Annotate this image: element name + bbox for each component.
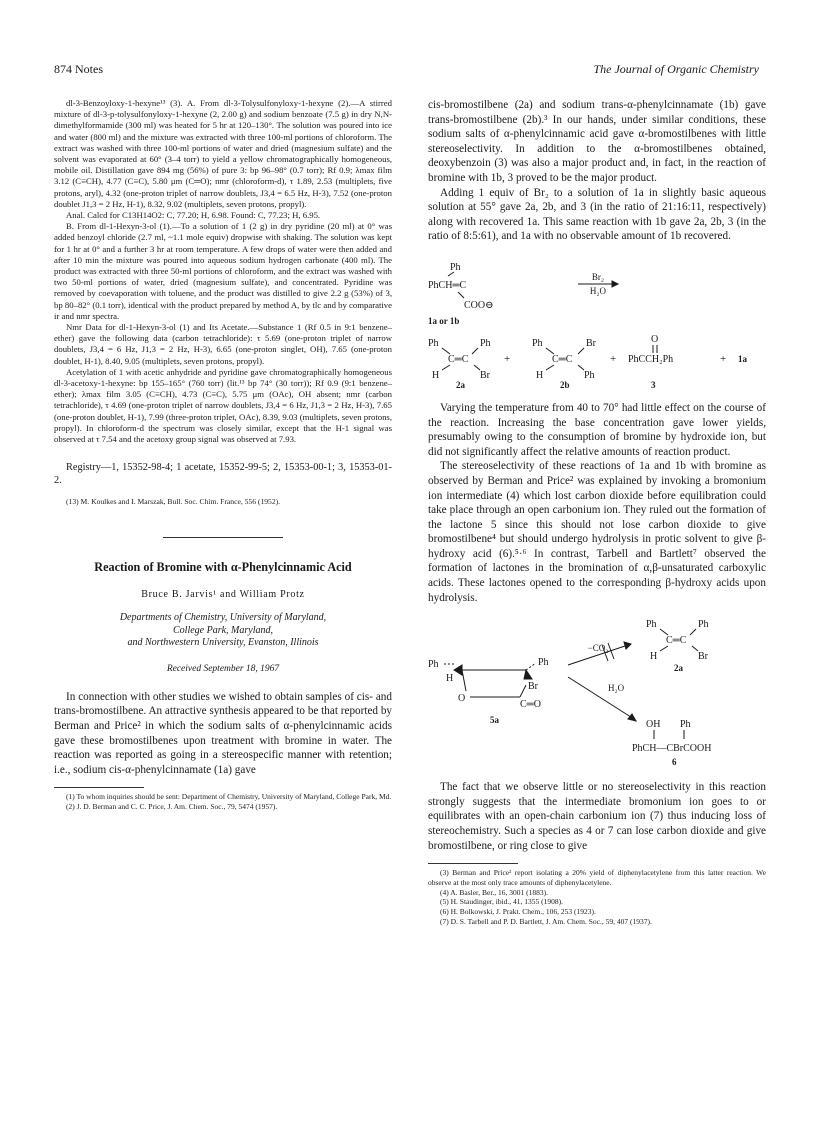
article-title: Reaction of Bromine with α-Phenylcinnamic Acid <box>94 560 352 575</box>
footnote-13: (13) M. Koulkes and I. Marszak, Bull. Soc. Chim. France, 556 (1952). <box>66 497 281 507</box>
decarboxylation-label: −CO₂ <box>587 643 609 654</box>
body-paragraph-1: cis-bromostilbene (2a) and sodium trans-α-phenylcinnamate (1b) gave trans-bromostilbene (2b).³ In our hands, under similar conditions, these sodium salts of α-phenylcinnamic acid gave α-bromostilbenes with little stereoselectivity. In addition to the α-bromostilbenes obtained, deoxybenzoin (3) was also a major product and, in fact, in the reaction of bromine with 1b, 3 proved to be the major product. <box>428 99 766 184</box>
p2a-bottom-right: Br <box>480 369 490 381</box>
received-date: Received September 18, 1967 <box>166 663 280 674</box>
plus-3: + <box>720 352 727 365</box>
scheme1-reagent-br2: Br₂ <box>591 271 605 282</box>
p2b-bottom-left: H <box>536 369 544 381</box>
p2a-core: C═C <box>448 353 469 365</box>
p2a-top-left: Ph <box>428 337 439 349</box>
intro-paragraph: In connection with other studies we wished to obtain samples of cis- and trans-bromostilbene. An attractive synthesis appeared to be that reported by Berman and Price² in which the sodium salts of α-phenylcinnamic acids gave these bromostilbenes upon treatment with bromine in water. The reaction was reported as going in a stereospecific manner with retention; i.e., sodium cis-α-phenylcinnamate (1a) gave <box>54 690 393 776</box>
p2b-label: 2b <box>560 379 570 390</box>
footnote-4: (4) A. Basler, Ber., 16, 3001 (1883). <box>440 887 549 897</box>
hydrolysis-reagent: H₂O <box>608 683 625 694</box>
p2b-top-right: Br <box>586 337 596 349</box>
affiliation-line-2: College Park, Maryland, <box>173 624 273 636</box>
lactone-oxygen: O <box>458 693 466 705</box>
acid-formula: PhCH—CBrCOOH <box>632 743 712 755</box>
footnote-7: (7) D. S. Tarbell and P. D. Bartlett, J. Am. Chem. Soc., 59, 407 (1937). <box>440 916 652 926</box>
affiliation-line-1: Departments of Chemistry, University of Maryland, <box>119 612 327 624</box>
lactone-h: H <box>446 673 454 685</box>
reaction-scheme-1 <box>428 258 766 390</box>
lactone-dash-right <box>526 663 536 670</box>
footnote-rule <box>54 787 144 788</box>
scheme1-reactant-label: 1a or 1b <box>428 315 460 326</box>
body-paragraph-5: The fact that we observe little or no stereoselectivity in this reaction strongly suggests that the intermediate bromonium ion goes to or equilibrates with an open-chain carbonium ion (7) thus inducing loss of stereochemistry. Such a species as 4 or 7 can lose carbon dioxide and give bromostilbene, or ring close to give <box>428 781 766 852</box>
p2b-bottom-right: Ph <box>584 369 595 381</box>
footnote-5: (5) H. Staudinger, ibid., 41, 1355 (1908). <box>440 897 564 907</box>
stilbene-ph-left: Ph <box>646 619 657 631</box>
reaction-scheme-2 <box>428 615 766 769</box>
body-paragraph-4: The stereoselectivity of these reactions of 1a and 1b with bromine as observed by Berman and Price² was explained by invoking a bromonium ion intermediate (4) which lost carbon dioxide before equilibration could take place through an open carbonium ion. They ruled out the formation of the lactone 5 since this should not lose carbon dioxide to give bromostilbene⁴ but should undergo hydrolysis in protic solvent to give β-hydroxy acid (6).⁵·⁶ In contrast, Tarbell and Bartlett⁷ observed the formation of lactones in the bromination of α,β-unsaturated carboxylic acids. These lactones opened to the corresponding β-hydroxy acids upon hydrolysis. <box>428 460 766 604</box>
p2a-bond-tr <box>472 348 478 354</box>
stilbene-bond-tr <box>690 629 696 635</box>
right-column <box>428 98 766 926</box>
p2a-label: 2a <box>456 379 465 390</box>
scheme1-carboxylate: COO⊖ <box>464 299 494 311</box>
experimental-paragraph-3a: dl-3-Benzoyloxy-1-hexyne¹³ (3). A. From dl-3-Tolysulfonyloxy-1-hexyne (2).—A stirred mixture of dl-3-p-tolysulfonyloxy-1-hexyne (2, 2.00 g) and sodium benzoate (7.5 g) in dry N,N-dimethylformamide (300 ml) was heated for 5 hr at 120–130°. The solution was poured into ice and water (800 ml) and the mixture was extracted with three 100-ml portions of chloroform. The extract was washed with three 100-ml portions of water and dried (magnesium sulfate) and the solvent was evaporated at 60° (3–4 torr) to yield a yellow chromatographically homogeneous, mobile oil. Distillation gave 894 mg (56%) of pure 3: bp 96–98° (0.7 torr); Rf 0.9; λmax film 3.12 (C≡CH), 4.77 (C≡C), 5.80 μm (C═O); nmr (chloroform-d), τ 1.89, 2.53 (multiplets, five protons, aryl), 4.32 (one-proton triplet of narrow doublets, J3,4 = 6.5 Hz, H-3), 7.52 (one-proton doublet J1,3 = 2 Hz, H-1), 8.32, 9.02 (multiplets, seven protons, propyl). <box>54 98 392 209</box>
p2a-bottom-left: H <box>432 369 440 381</box>
acetylation-paragraph: Acetylation of 1 with acetic anhydride and pyridine gave chromatographically homogeneous dl-3-acetoxy-1-hexyne: bp 155–165° (760 torr) (lit.¹³ bp 74° (30 torr)); Rf 0.9 (9:1 benzene–ether); λmax film 3.05 (C≡CH), 4.73 (C≡C), 5.75 μm (OAc), OH absent; nmr (carbon tetrachloride), τ 4.69 (one-proton triplet of narrow doublets, J3,4 = 6 Hz, J1,3 = 2 Hz, H-3), 7.65 (one-proton doublet, H-1), 7.99 (three-proton triplet, OAc), 8.39, 9.03 (multiplets, seven protons, propyl). In chloroform-d the spectrum was closely similar, except that the H-1 signal was observed at τ 7.54 and the acetoxy group signal was observed at 7.93. <box>54 366 392 445</box>
recovered-1a: 1a <box>738 353 747 364</box>
article-authors: Bruce B. Jarvis¹ and William Protz <box>141 589 305 601</box>
left-column <box>54 98 392 812</box>
scheme1-arrowhead <box>612 281 618 287</box>
scheme1-bond-down <box>458 292 464 298</box>
lactone-bond-o <box>462 670 466 691</box>
plus-2: + <box>610 352 617 365</box>
body-paragraph-2: Adding 1 equiv of Br₂ to a solution of 1a in slightly basic aqueous solution at 55° gave 2a, 2b, and 3 (in the ratio of 21:16:11, respectively) along with recovered 1a. This same reaction with 1b gave 2a, 2b, 3 (in the ratio of 8:5:61), and 1a with no observable amount of 1b recovered. <box>428 186 766 243</box>
affiliation <box>54 612 392 650</box>
footnote-3: (3) Berman and Price² report isolating a 20% yield of diphenylacetylene from this latter reaction. We observe at the most only trace amounts of diphenylacetylene. <box>428 868 766 887</box>
acid-oh: OH <box>646 719 661 731</box>
lactone-label: 5a <box>490 715 499 726</box>
footnotes-right <box>428 868 766 926</box>
hydrolysis-arrowhead <box>628 714 636 721</box>
stilbene-br: Br <box>698 651 708 663</box>
nmr-data-paragraph: Nmr Data for dl-1-Hexyn-3-ol (1) and Its Acetate.—Substance 1 (Rf 0.5 in 9:1 benzene–ether) gave the following data (carbon tetrachloride): τ 5.69 (one-proton triplet of narrow doublets, J3,4 = 6 Hz, J1,3 = 2 Hz, H-3), 6.65 (one-proton singlet, OH), 7.65 (one-proton doublet, H-1), 8.40, 9.05 (multiplets, seven protons, propyl). <box>54 322 392 366</box>
lactone-wedge-right <box>524 670 532 679</box>
p2b-top-left: Ph <box>532 337 543 349</box>
footnote-6: (6) H. Bolkowski, J. Prakt. Chem., 106, 253 (1923). <box>440 907 596 917</box>
decarboxylation-arrowhead <box>624 642 631 649</box>
lactone-ph-mid: Ph <box>538 657 549 669</box>
analysis-paragraph: Anal. Calcd for C13H14O2: C, 77.20; H, 6.98. Found: C, 77.23; H, 6.95. <box>66 210 321 221</box>
p3-oxygen: O <box>651 333 659 345</box>
section-divider <box>163 537 283 538</box>
scheme1-ph: Ph <box>450 261 461 273</box>
running-head-left: 874 Notes <box>54 62 103 76</box>
lactone-bond-c <box>520 685 526 697</box>
stilbene-bond-bl <box>660 646 668 651</box>
scheme1-reactant: PhCH═C <box>428 279 467 291</box>
lactone-wedge-left <box>454 665 462 675</box>
p2a-top-right: Ph <box>480 337 491 349</box>
p2b-bond-tr <box>578 348 584 354</box>
stilbene-core: C═C <box>666 635 687 647</box>
lactone-ph-left: Ph <box>428 659 439 671</box>
p3-label: 3 <box>651 379 656 390</box>
experimental-paragraph-3b: B. From dl-1-Hexyn-3-ol (1).—To a solution of 1 (2 g) in dry pyridine (20 ml) at 0° was added benzoyl chloride (2.7 ml, ~1.1 mole equiv) dropwise with shaking. The solution was kept for 1 hr at 0° and a further 3 hr at room temperature. A few drops of water were then added and after 10 min the mixture was poured into aqueous sodium hydrogen carbonate (400 ml). The product was extracted with three 50-ml portions of chloroform, and the extract was washed with two 50-ml portions of water, dried (magnesium sulfate), and concentrated. Pyridine was removed by coevaporation with toluene, and the product was distilled to give 2.2 g (53%) of 3, bp 80–82° (0.1 torr), identical with the product prepared by method A, by tlc and by comparative ir and nmr spectra. <box>54 221 392 321</box>
footnotes-left <box>54 792 392 811</box>
lactone-carbonyl: C═O <box>520 699 541 711</box>
affiliation-line-3: and Northwestern University, Evanston, Illinois <box>127 637 319 649</box>
stilbene-ph-right: Ph <box>698 619 709 631</box>
footnote-2: (2) J. D. Berman and C. C. Price, J. Am. Chem. Soc., 79, 5474 (1957). <box>66 802 278 812</box>
plus-1: + <box>504 352 511 365</box>
lactone-br: Br <box>528 681 538 693</box>
running-head-right: The Journal of Organic Chemistry <box>593 62 759 76</box>
body-paragraph-3: Varying the temperature from 40 to 70° had little effect on the course of the reaction. Increasing the base concentration gave lower yields, presumably owing to the consumption of bromine by hydroxide ion, but did not significantly affect the relative amounts of reaction product. <box>428 401 766 458</box>
footnote-rule-right <box>428 863 518 864</box>
acid-label: 6 <box>672 757 677 768</box>
footnote-1: (1) To whom inquiries should be sent: Department of Chemistry, University of Maryland, College Park, Md. <box>66 792 392 802</box>
stilbene-label: 2a <box>674 663 683 674</box>
p2b-core: C═C <box>552 353 573 365</box>
p2b-bond-bl <box>546 365 554 370</box>
registry-numbers: Registry—1, 15352-98-4; 1 acetate, 15352-99-5; 2, 15353-00-1; 3, 15353-01-2. <box>54 462 392 487</box>
stilbene-h: H <box>650 651 658 663</box>
p3-formula: PhCCH₂Ph <box>628 353 674 365</box>
scheme1-reagent-h2o: H₂O <box>589 285 607 296</box>
acid-ph: Ph <box>680 719 691 731</box>
p2a-bond-bl <box>442 365 450 370</box>
